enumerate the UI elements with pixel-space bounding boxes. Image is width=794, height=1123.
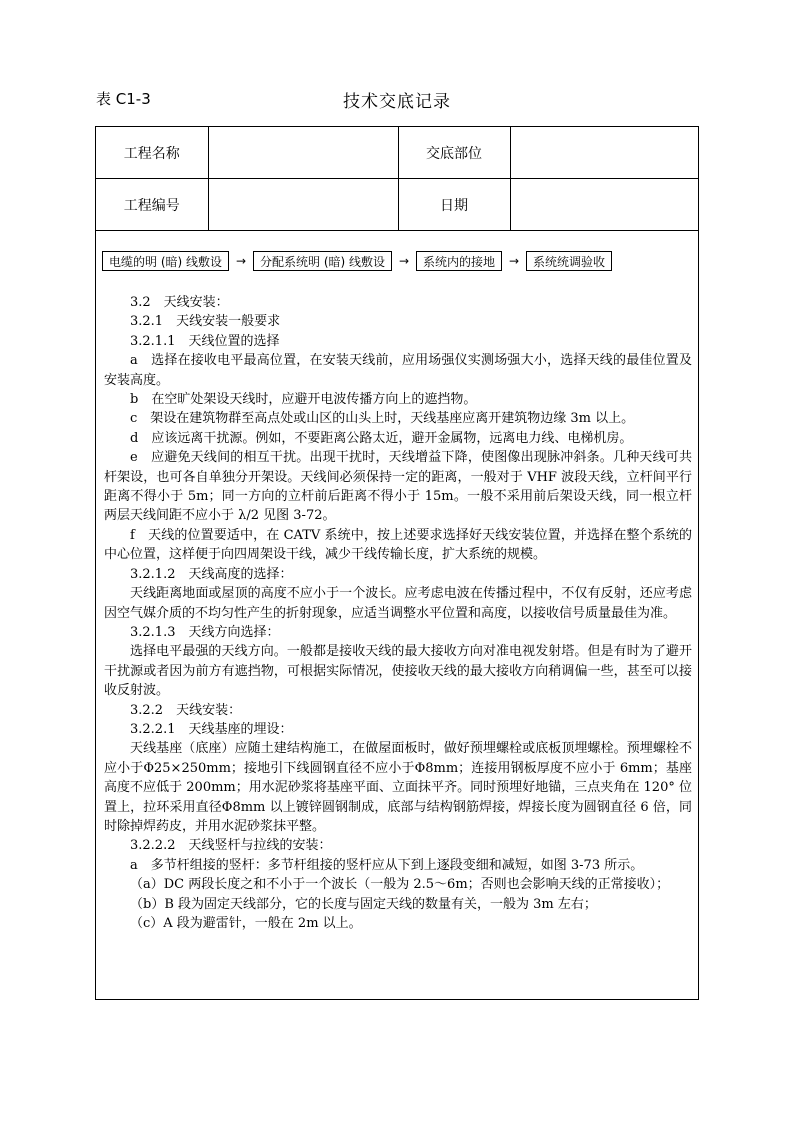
form-code: 表 C1-3 bbox=[96, 90, 151, 108]
flow-step: 系统内的接地 bbox=[416, 251, 502, 271]
paragraph: f 天线的位置要适中，在 CATV 系统中，按上述要求选择好天线安装位置，并选择在整个系统的中心位置，这样便于向四周架设干线，减少干线传输长度，扩大系统的规模。 bbox=[104, 527, 692, 563]
section-heading: 3.2 天线安装： bbox=[130, 295, 229, 310]
location-label: 交底部位 bbox=[398, 127, 510, 179]
info-table bbox=[96, 127, 698, 231]
arrow-right-icon: → bbox=[398, 254, 410, 268]
flow-step: 电缆的明 (暗) 线敷设 bbox=[102, 251, 229, 271]
record-form bbox=[95, 126, 699, 1000]
date-label: 日期 bbox=[398, 179, 510, 231]
section-heading: 3.2.1.1 天线位置的选择 bbox=[130, 333, 280, 349]
paragraph: a 多节杆组接的竖杆：多节杆组接的竖杆应从下到上逐段变细和减短，如图 3-73 所示。 bbox=[130, 857, 644, 873]
date-field[interactable] bbox=[510, 179, 698, 231]
page-title: 技术交底记录 bbox=[343, 92, 451, 112]
paragraph: 选择电平最强的天线方向。一般都是接收天线的最大接收方向对准电视发射塔。但是有时为了避开干扰源或者因为前方有遮挡物，可根据实际情况，使接收天线的最大接收方向稍调偏一些，甚至可以接收反射波。 bbox=[104, 644, 692, 699]
project-no-label: 工程编号 bbox=[96, 179, 208, 231]
arrow-right-icon: → bbox=[508, 254, 520, 268]
paragraph: e 应避免天线间的相互干扰。出现干扰时，天线增益下降，使图像出现脉冲斜条。几种天线可共杆架设，也可各自单独分开架设。天线间必须保持一定的距离，一般对于 VHF 波段天线，立杆间平行距离不得小于 5m；同一方向的立杆前后距离不得小于 15m。一般不采用前后架设天线，同一根立杆两层天线间距不应小于 λ/2 见图 3-72。 bbox=[104, 450, 692, 524]
paragraph: （b）B 段为固定天线部分，它的长度与固定天线的数量有关，一般为 3m 左右； bbox=[130, 896, 597, 912]
table-row bbox=[96, 179, 698, 231]
table-row bbox=[96, 127, 698, 179]
location-field[interactable] bbox=[510, 127, 698, 179]
section-heading: 3.2.2.2 天线竖杆与拉线的安装： bbox=[130, 838, 332, 854]
paragraph: （c）A 段为避雷针，一般在 2m 以上。 bbox=[130, 916, 362, 931]
arrow-right-icon: → bbox=[235, 254, 247, 268]
flow-step: 分配系统明 (暗) 线敷设 bbox=[253, 251, 392, 271]
project-no-field[interactable] bbox=[208, 179, 398, 231]
disclosure-content bbox=[104, 293, 692, 933]
section-heading: 3.2.1 天线安装一般要求 bbox=[130, 314, 281, 330]
flow-step: 系统统调验收 bbox=[526, 251, 612, 271]
project-name-field[interactable] bbox=[208, 127, 398, 179]
paragraph: b 在空旷处架设天线时，应避开电波传播方向上的遮挡物。 bbox=[130, 392, 477, 408]
section-heading: 3.2.1.2 天线高度的选择： bbox=[130, 566, 293, 582]
paragraph: 天线基座（底座）应随土建结构施工，在做屋面板时，做好预埋螺栓或底板顶埋螺栓。预埋螺栓不应小于Φ25×250mm；接地引下线圆钢直径不应小于Φ8mm；连接用钢板厚度不应小于 6mm；基座高度不应低于 200mm；用水泥砂浆将基座平面、立面抹平齐。同时预埋好地锚，三点夹角在 120° 位置上，拉环采用直径Φ8mm 以上镀锌圆钢制成，底部与结构钢筋焊接，焊接长度为圆钢直径 6 倍，同时除掉焊药皮，并用水泥砂浆抹平整。 bbox=[104, 741, 692, 834]
paragraph: a 选择在接收电平最高位置，在安装天线前，应用场强仪实测场强大小，选择天线的最佳位置及安装高度。 bbox=[104, 353, 692, 388]
section-heading: 3.2.2 天线安装： bbox=[130, 702, 242, 718]
paragraph: 天线距离地面或屋顶的高度不应小于一个波长。应考虑电波在传播过程中，不仅有反射，还应考虑因空气媒介质的不均匀性产生的折射现象，应适当调整水平位置和高度，以接收信号质量最佳为准。 bbox=[104, 586, 692, 621]
section-heading: 3.2.1.3 天线方向选择： bbox=[130, 624, 280, 640]
project-name-label: 工程名称 bbox=[96, 127, 208, 179]
paragraph: （a）DC 两段长度之和不小于一个波长（一般为 2.5～6m；否则也会影响天线的正常接收）； bbox=[130, 877, 670, 893]
section-heading: 3.2.2.1 天线基座的埋设： bbox=[130, 721, 293, 737]
paragraph: c 架设在建筑物群至高点处或山区的山头上时，天线基座应离开建筑物边缘 3m 以上。 bbox=[130, 411, 635, 427]
paragraph: d 应该远离干扰源。例如，不要距离公路太近，避开金属物，远离电力线、电梯机房。 bbox=[130, 430, 633, 446]
process-flow bbox=[102, 250, 612, 272]
